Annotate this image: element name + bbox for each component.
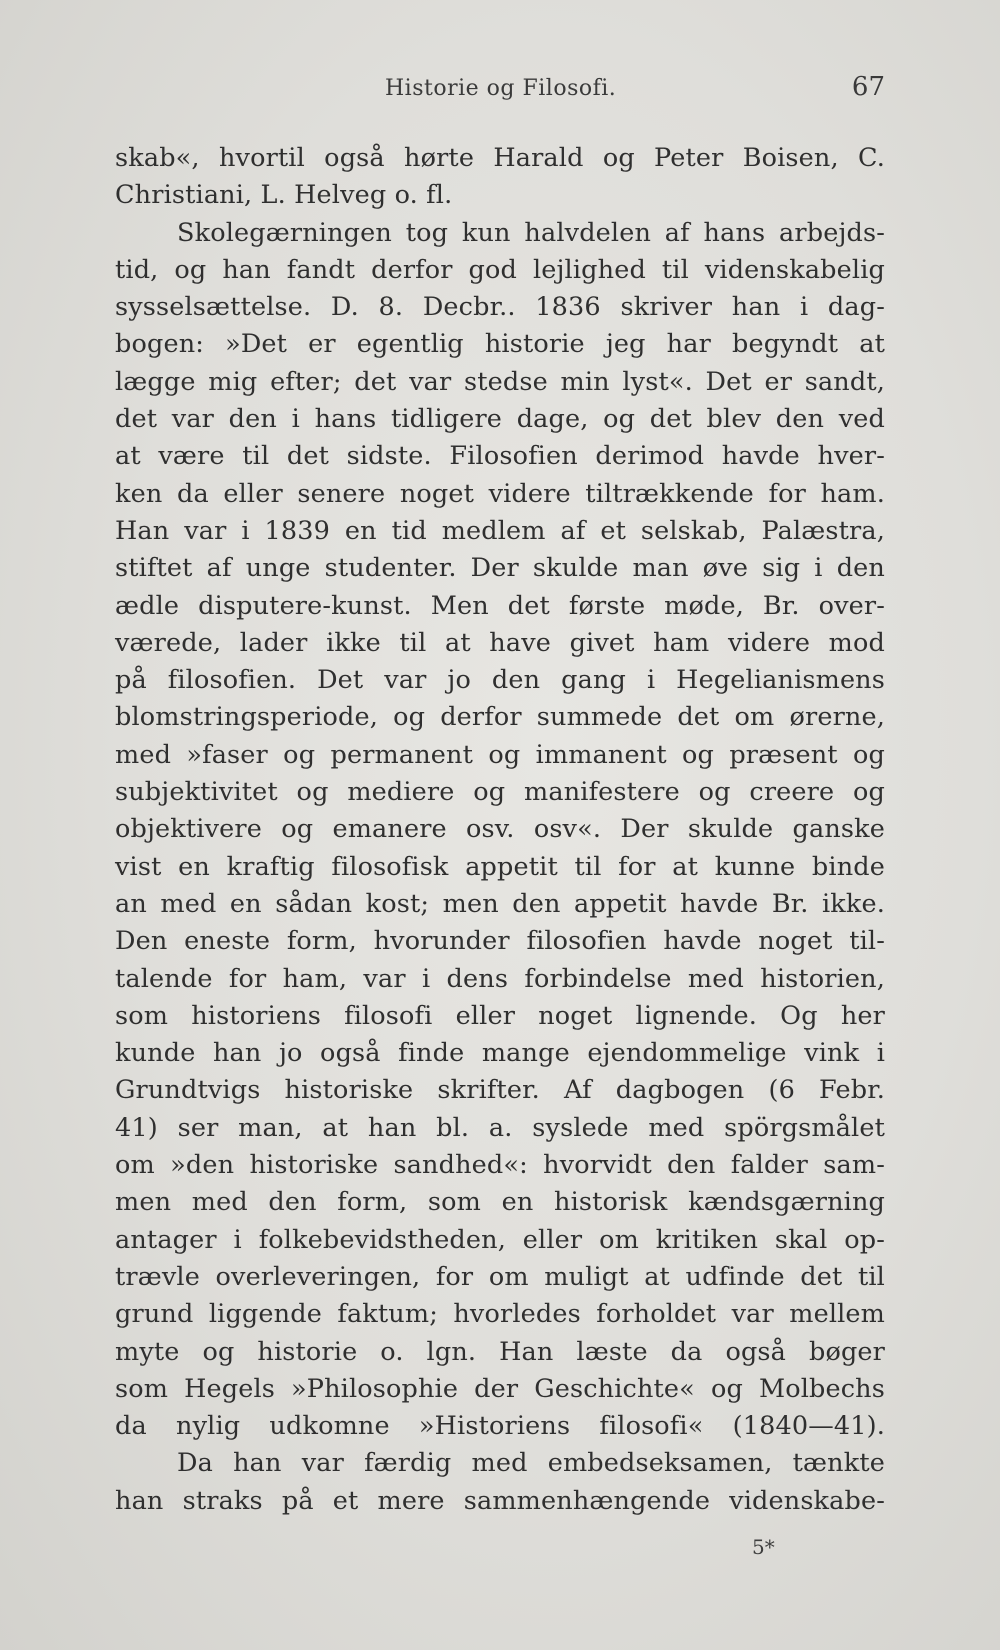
paragraph (115, 215, 885, 1446)
text-line: 41) ser man, at han bl. a. syslede med spörgsmålet (115, 1112, 885, 1143)
text-line: ædle disputere-kunst. Men det første møde, Br. over- (115, 590, 885, 621)
text-line: som historiens filosofi eller noget lignende. Og her (115, 1000, 885, 1031)
text-line: stiftet af unge studenter. Der skulde man øve sig i den (115, 553, 885, 584)
paragraph (115, 140, 885, 215)
text-line: da nylig udkomne »Historiens filosofi« (1840—41). (115, 1411, 885, 1442)
text-line: Skolegærningen tog kun halvdelen af hans arbejds- (177, 217, 885, 248)
text-line: at være til det sidste. Filosofien derimod havde hver- (115, 441, 885, 472)
text-line: myte og historie o. lgn. Han læste da også bøger (115, 1336, 885, 1367)
text-line: Da han var færdig med embedseksamen, tænkte (177, 1448, 885, 1479)
signature-mark: 5* (752, 1535, 775, 1559)
text-line: antager i folkebevidstheden, eller om kritiken skal op- (115, 1224, 885, 1255)
page-number: 67 (851, 72, 885, 102)
text-line: bogen: »Det er egentlig historie jeg har begyndt at (115, 329, 885, 360)
text-line: trævle overleveringen, for om muligt at udfinde det til (115, 1261, 885, 1292)
text-line: blomstringsperiode, og derfor summede det om ørerne, (115, 702, 885, 733)
body-text (115, 140, 885, 1520)
text-line: men med den form, som en historisk kændsgærning (115, 1187, 885, 1218)
text-line: lægge mig efter; det var stedse min lyst«. Det er sandt, (115, 366, 885, 397)
text-line: talende for ham, var i dens forbindelse med historien, (115, 963, 885, 994)
text-line: grund liggende faktum; hvorledes forholdet var mellem (115, 1299, 885, 1330)
text-line: an med en sådan kost; men den appetit havde Br. ikke. (115, 888, 885, 919)
text-line: Den eneste form, hvorunder filosofien havde noget til- (115, 926, 885, 957)
text-line: objektivere og emanere osv. osv«. Der skulde ganske (115, 814, 885, 845)
text-line: som Hegels »Philosophie der Geschichte« og Molbechs (115, 1373, 885, 1404)
text-line: på filosofien. Det var jo den gang i Hegelianismens (115, 665, 885, 696)
text-line: med »faser og permanent og immanent og præsent og (115, 739, 885, 770)
text-line: om »den historiske sandhed«: hvorvidt den falder sam- (115, 1150, 885, 1181)
text-line: ken da eller senere noget videre tiltrækkende for ham. (115, 478, 885, 509)
text-line: skab«, hvortil også hørte Harald og Peter Boisen, C. (115, 143, 885, 173)
text-line: han straks på et mere sammenhængende videnskabe- (115, 1485, 885, 1516)
page-header (115, 70, 885, 110)
text-line: det var den i hans tidligere dage, og det blev den ved (115, 404, 885, 435)
text-line: værede, lader ikke til at have givet ham videre mod (115, 627, 885, 658)
text-line: Christiani, L. Helveg o. fl. (115, 180, 453, 211)
text-line: sysselsættelse. D. 8. Decbr.. 1836 skriver han i dag- (115, 292, 885, 323)
running-head: Historie og Filosofi. (385, 76, 617, 101)
text-line: Han var i 1839 en tid medlem af et selskab, Palæstra, (115, 515, 885, 546)
text-line: subjektivitet og mediere og manifestere og creere og (115, 777, 885, 808)
text-line: vist en kraftig filosofisk appetit til for at kunne binde (115, 851, 885, 882)
text-line: tid, og han fandt derfor god lejlighed til videnskabelig (115, 254, 885, 285)
text-line: Grundtvigs historiske skrifter. Af dagbogen (6 Febr. (115, 1075, 885, 1106)
paragraph (115, 1445, 885, 1520)
text-line: kunde han jo også finde mange ejendommelige vink i (115, 1038, 885, 1069)
